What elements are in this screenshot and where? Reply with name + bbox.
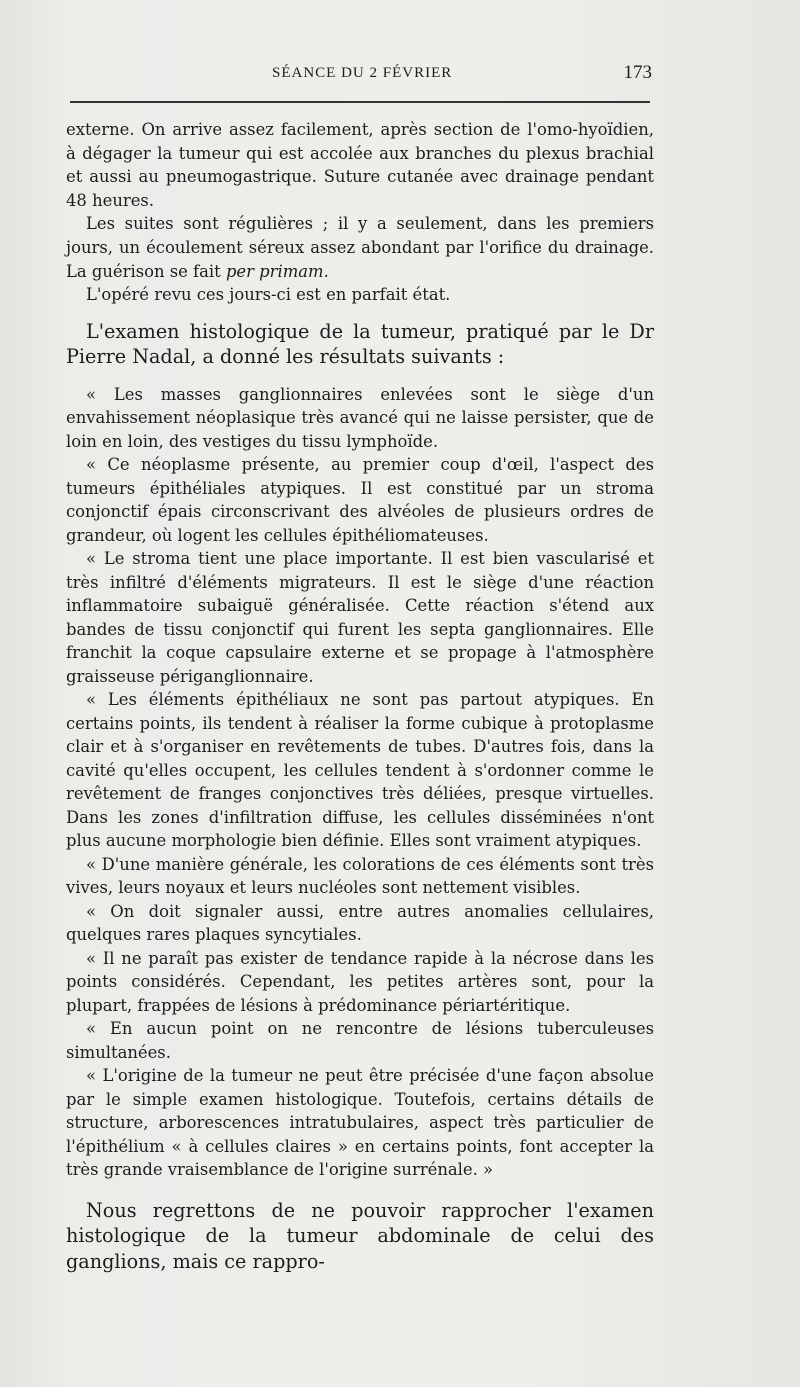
suites-text: Les suites sont régulières ; il y a seulement, dans les premiers jours, un écoulement séreux assez abondant par l'orifice du drainage. La guérison se fait [66, 214, 654, 281]
quote-paragraph: « Le stroma tient une place importante. Il est bien vascularisé et très infiltré d'éléments migrateurs. Il est le siège d'une réaction inflammatoire subaiguë généralisée. Cette réaction s'étend aux bandes de tissu conjonctif qui furent les septa ganglionnaires. Elle franchit la coque capsulaire externe et se propage à l'atmosphère graisseuse périganglionnaire. [66, 549, 654, 686]
quote-paragraph: « On doit signaler aussi, entre autres anomalies cellulaires, quelques rares plaques syncytiales. [66, 901, 654, 945]
page-number: 173 [623, 62, 652, 83]
quote-paragraph: « Il ne paraît pas exister de tendance rapide à la nécrose dans les points considérés. Cependant, les petites artères sont, pour la plupart, frappées de lésions à prédominance périartéritique. [66, 948, 654, 1015]
suites-end: . [323, 261, 329, 281]
quote-paragraph: « Ce néoplasme présente, au premier coup d'œil, l'aspect des tumeurs épithéliales atypiques. Il est constitué par un stroma conjonctif épais circonscrivant des alvéoles de plusieurs ordres de grandeur, où logent les cellules épithéliomateuses. [66, 455, 654, 545]
per-primam: per primam [225, 261, 324, 281]
page-header [66, 62, 654, 88]
histology-intro-block [66, 319, 654, 369]
quote-paragraph: « Les éléments épithéliaux ne sont pas partout atypiques. En certains points, ils tendent à réaliser la forme cubique à protoplasme clair et à s'organiser en revêtements de tubes. D'autres fois, dans la cavité qu'elles occupent, les cellules tendent à s'ordonner comme le revêtement de franges conjonctives très déliées, presque virtuelles. Dans les zones d'infiltration diffuse, les cellules disséminées n'ont plus aucune morphologie bien définie. Elles sont vraiment atypiques. [66, 690, 654, 851]
closing-block [66, 1198, 654, 1275]
quote-paragraph: « Les masses ganglionnaires enlevées sont le siège d'un envahissement néoplasique très avancé qui ne laisse persister, que de loin en loin, des vestiges du tissu lymphoïde. [66, 384, 654, 451]
quote-paragraph: « D'une manière générale, les colorations de ces éléments sont très vives, leurs noyaux et leurs nucléoles sont nettement visibles. [66, 854, 654, 898]
running-title: SÉANCE DU 2 FÉVRIER [272, 65, 453, 81]
paragraph-continuation: externe. On arrive assez facilement, après section de l'omo-hyoïdien, à dégager la tumeur qui est accolée aux branches du plexus brachial et aussi au pneumogastrique. Suture cutanée avec drainage pendant 48 heures. [66, 120, 654, 210]
paragraph-opere: L'opéré revu ces jours-ci est en parfait état. [86, 285, 451, 305]
quote-paragraph: « En aucun point on ne rencontre de lésions tuberculeuses simultanées. [66, 1019, 654, 1062]
quote-paragraph: « L'origine de la tumeur ne peut être précisée d'une façon absolue par le simple examen histologique. Toutefois, certains détails de structure, arborescences intratubulaires, aspect très particulier de l'épithélium « à cellules claires » en certains points, font accepter la très grande vraisemblance de l'origine surrénale. » [66, 1066, 654, 1180]
header-rule [70, 101, 650, 103]
body-text [66, 118, 654, 1274]
case-report [66, 118, 654, 307]
closing-paragraph: Nous regrettons de ne pouvoir rapprocher l'examen histologique de la tumeur abdominale de celui des ganglions, mais ce rappro- [66, 1198, 654, 1273]
histology-intro: L'examen histologique de la tumeur, pratiqué par le Dr Pierre Nadal, a donné les résultats suivants : [66, 319, 654, 368]
paragraph-suites [66, 212, 654, 283]
histology-report [66, 383, 654, 1182]
